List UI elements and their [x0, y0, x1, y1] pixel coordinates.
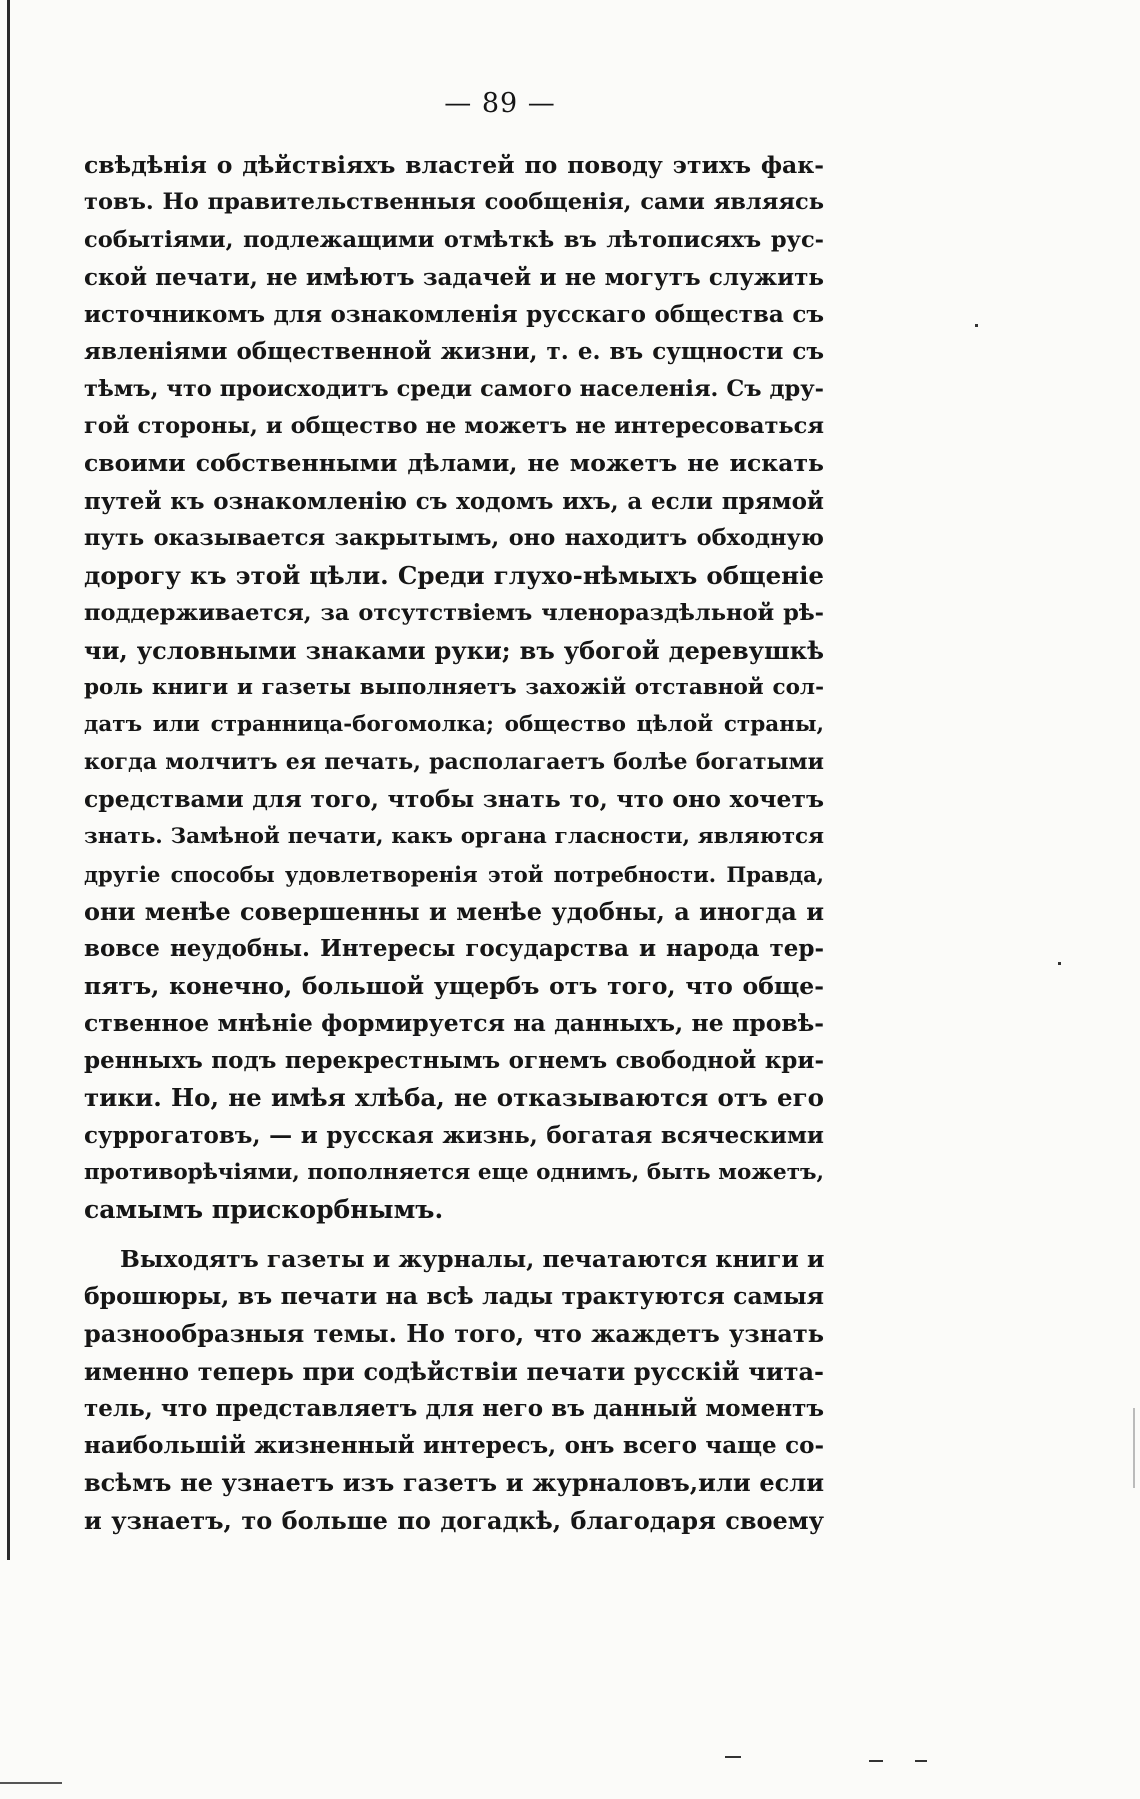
page-number: — 89 —: [444, 88, 556, 119]
text-line: Выходятъ газеты и журналы, печатаются книги и: [120, 1244, 825, 1273]
text-line: поддерживается, за отсутствіемъ членораздѣльной рѣ-: [84, 599, 824, 626]
text-line: именно теперь при содѣйствіи печати русскій чита-: [84, 1356, 824, 1386]
text-line: другіе способы удовлетворенія этой потребности. Правда,: [84, 861, 824, 887]
text-line: ренныхъ подъ перекрестнымъ огнемъ свободной кри-: [84, 1047, 824, 1075]
paragraph-gap: [84, 1229, 824, 1241]
text-line: гой стороны, и общество не можетъ не интересоваться: [84, 413, 824, 440]
text-line: товъ. Но правительственныя сообщенія, сами являясь: [84, 189, 824, 216]
text-line: путь оказывается закрытымъ, оно находитъ обходную: [84, 524, 824, 551]
text-line: пятъ, конечно, большой ущербъ отъ того, что обще-: [84, 971, 824, 1000]
text-line: брошюры, въ печати на всѣ лады трактуются самыя: [84, 1281, 824, 1310]
text-line: разнообразныя темы. Но того, что жаждетъ узнать: [84, 1319, 824, 1349]
text-line: противорѣчіями, пополняется еще однимъ, быть можетъ,: [84, 1160, 824, 1186]
text-line: самымъ прискорбнымъ.: [84, 1195, 444, 1225]
text-line: и узнаетъ, то больше по догадкѣ, благодаря своему: [84, 1505, 824, 1535]
text-line: наибольшій жизненный интересъ, онъ всего чаще со-: [84, 1432, 824, 1460]
scan-speck: [915, 1760, 927, 1762]
paragraph: [84, 147, 824, 1229]
text-line: путей къ ознакомленію съ ходомъ ихъ, а если прямой: [84, 487, 824, 515]
scan-speck: [869, 1760, 883, 1762]
scan-speck: [1058, 962, 1061, 965]
text-line: событіями, подлежащими отмѣткѣ въ лѣтописяхъ рус-: [84, 226, 824, 253]
text-line: явленіями общественной жизни, т. е. въ сущности съ: [84, 338, 824, 366]
text-line: вовсе неудобны. Интересы государства и народа тер-: [84, 935, 824, 963]
text-line: дорогу къ этой цѣли. Среди глухо-нѣмыхъ общеніе: [84, 561, 824, 591]
scan-edge-mark: [0, 1782, 62, 1784]
text-line: роль книги и газеты выполняетъ захожій отставной сол-: [84, 675, 824, 701]
text-line: датъ или странница-богомолка; общество цѣлой страны,: [84, 712, 824, 738]
text-line: ственное мнѣніе формируется на данныхъ, не провѣ-: [84, 1008, 824, 1037]
paragraph: [84, 1241, 824, 1539]
scan-speck: [975, 324, 978, 327]
page-edge-shadow: [7, 0, 10, 1560]
text-line: свѣдѣнія о дѣйствіяхъ властей по поводу этихъ фак-: [84, 151, 824, 179]
scan-speck: [1133, 1408, 1135, 1488]
text-line: средствами для того, чтобы знать то, что оно хочетъ: [84, 785, 824, 814]
text-line: суррогатовъ, — и русская жизнь, богатая всяческими: [84, 1121, 824, 1149]
text-body: [84, 147, 824, 1539]
text-line: тель, что представляетъ для него въ данный моментъ: [84, 1394, 824, 1422]
text-line: когда молчитъ ея печать, располагаетъ болѣе богатыми: [84, 748, 824, 775]
scan-speck: [725, 1756, 741, 1758]
text-line: источникомъ для ознакомленія русскаго общества съ: [84, 301, 824, 329]
text-line: чи, условными знаками руки; въ убогой деревушкѣ: [84, 635, 824, 665]
text-line: своими собственными дѣлами, не можетъ не искать: [84, 449, 824, 478]
text-line: тики. Но, не имѣя хлѣба, не отказываются отъ его: [84, 1083, 824, 1113]
text-line: ской печати, не имѣютъ задачей и не могутъ служить: [84, 263, 824, 291]
text-line: знать. Замѣной печати, какъ органа гласности, являются: [84, 824, 824, 850]
text-line: они менѣе совершенны и менѣе удобны, а иногда и: [84, 896, 824, 926]
text-line: тѣмъ, что происходитъ среди самого населенія. Съ дру-: [84, 375, 824, 402]
text-line: всѣмъ не узнаетъ изъ газетъ и журналовъ,или если: [84, 1468, 824, 1498]
